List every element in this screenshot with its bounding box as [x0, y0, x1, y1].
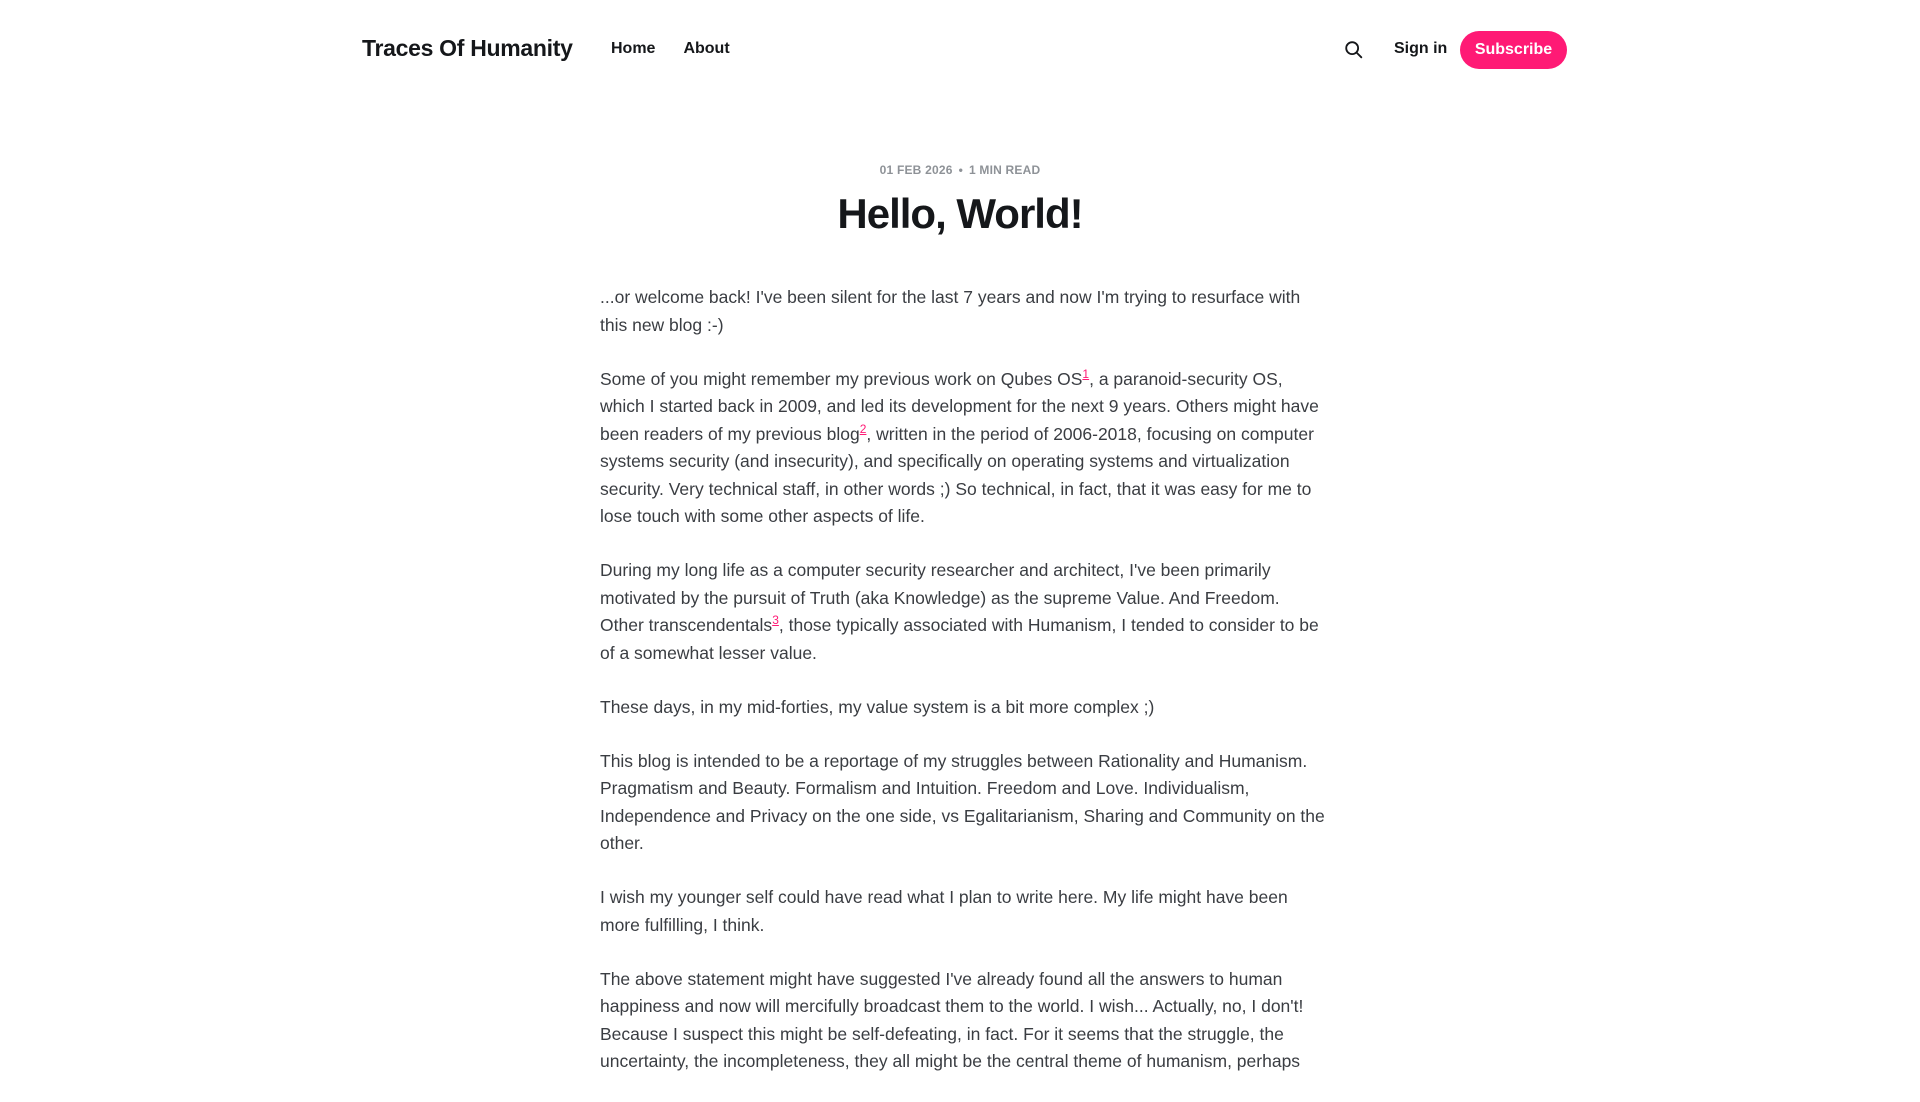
paragraph-text: During my long life as a computer security researcher and architect, I've been primarily motivated by the pursuit of Truth (aka Knowledge) as the supreme Value. And Freedom. Other transcendentals	[600, 560, 1280, 635]
sign-in-link[interactable]: Sign in	[1394, 40, 1448, 57]
nav-item-about[interactable]: About	[683, 40, 730, 57]
meta-separator: •	[958, 163, 963, 177]
paragraph-text: Some of you might remember my previous work on Qubes OS	[600, 368, 1083, 389]
subscribe-button[interactable]: Subscribe	[1460, 31, 1567, 69]
post-title: Hello, World!	[837, 190, 1083, 237]
paragraph-text: , those typically associated with Humanism, I tended to consider to be of a somewhat lesser value.	[600, 615, 1319, 663]
paragraph-text: , written in the period of 2006-2018, focusing on computer systems security (and insecurity), and specifically on operating systems and virtualization security. Very technical staff, in other words ;) So technical, in fact, that it was easy for me to lose touch with some other aspects of life.	[600, 423, 1314, 526]
paragraph: These days, in my mid-forties, my value system is a bit more complex ;)	[600, 696, 1155, 717]
paragraph	[600, 557, 1325, 667]
search-icon[interactable]	[1343, 39, 1367, 63]
post-content	[600, 284, 1325, 1102]
paragraph: ...or welcome back! I've been silent for the last 7 years and now I'm trying to resurface with this new blog :-)	[600, 287, 1301, 335]
site-title-link[interactable]: Traces Of Humanity	[362, 35, 573, 61]
footnote-link[interactable]: 3	[772, 613, 779, 628]
paragraph-text: , a paranoid-security OS, which I started back in 2009, and led its development for the next 9 years. Others might have been readers of my previous blog	[600, 368, 1319, 444]
main-nav	[611, 40, 730, 58]
nav-item-home[interactable]: Home	[611, 40, 656, 57]
post-date: 01 FEB 2026	[879, 163, 953, 177]
reading-time: 1 MIN READ	[968, 163, 1041, 177]
paragraph: The above statement might have suggested I've already found all the answers to human happiness and now will mercifully broadcast them to the world. I wish... Actually, no, I don't! Because I suspect this might be self-defeating, in fact. For it seems that the struggle, the uncertainty, the incompleteness, they all might be the central theme of humanism, perhaps	[600, 968, 1304, 1071]
footnote-link[interactable]: 2	[859, 421, 867, 436]
paragraph: This blog is intended to be a reportage of my struggles between Rationality and Humanism. Pragmatism and Beauty. Formalism and Intuition. Freedom and Love. Individualism, Independence and Privacy on the one side, vs Egalitarianism, Sharing and Community on the other.	[600, 750, 1325, 853]
paragraph: I wish my younger self could have read what I plan to write here. My life might have been more fulfilling, I think.	[600, 887, 1288, 935]
site-header	[0, 0, 1920, 100]
footnote-link[interactable]: 1	[1082, 366, 1090, 381]
paragraph	[600, 366, 1325, 531]
post-meta	[0, 163, 1920, 177]
